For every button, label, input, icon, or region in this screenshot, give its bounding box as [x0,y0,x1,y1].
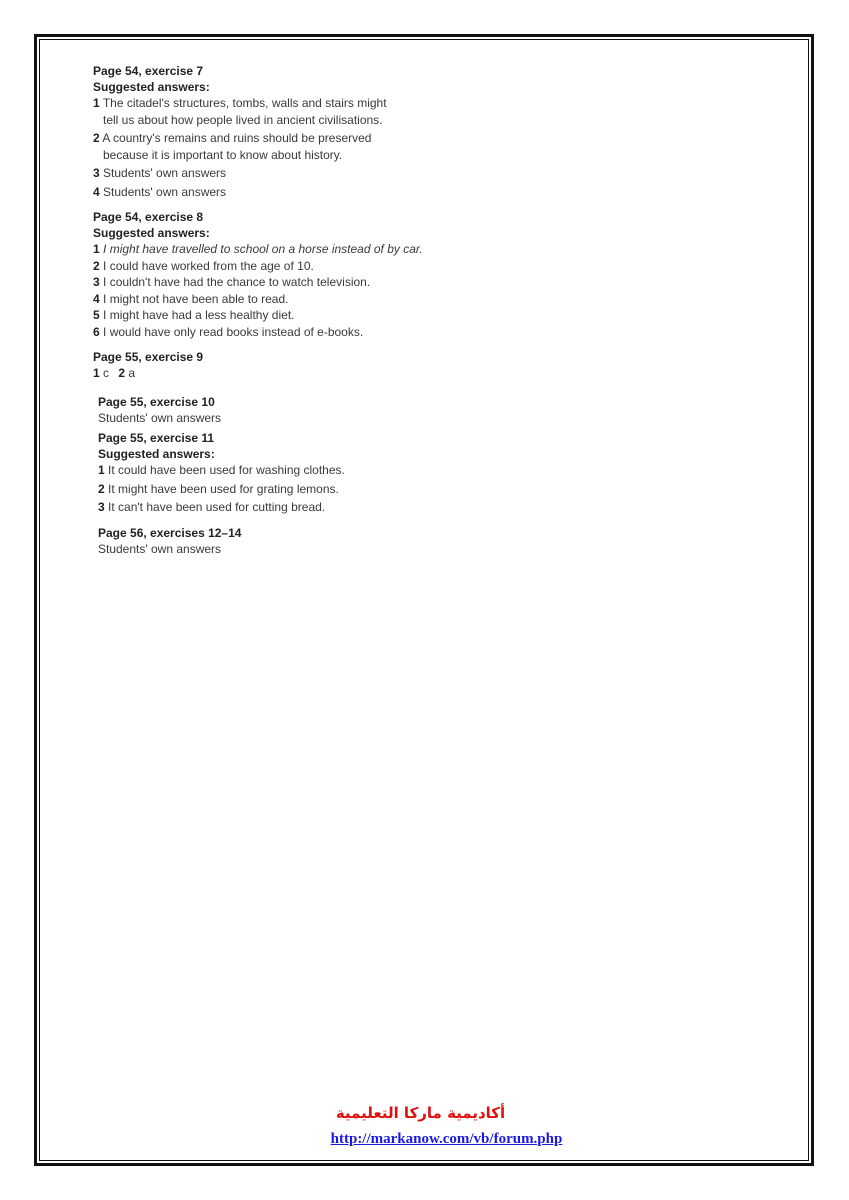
item-number: 3 [93,166,100,180]
item-text: The citadel's structures, tombs, walls and stairs might [102,96,387,110]
item-number: 4 [93,291,100,306]
section-page55-ex9 [93,349,493,381]
item-text-continued: because it is important to know about history. [103,147,343,162]
item-text: Students' own answers [103,184,227,199]
answer-number: 2 [118,366,126,380]
list-item [98,499,498,516]
section-heading: Page 54, exercise 8 [93,210,204,224]
item-number: 4 [93,184,100,199]
section-subheading: Suggested answers: [93,80,210,94]
item-number: 2 [93,131,100,145]
item-number: 2 [93,258,100,273]
footer-url-text[interactable]: http://markanow.com/vb/forum.php [330,1131,563,1147]
item-text: A country's remains and ruins should be preserved [102,131,372,145]
list-item [98,481,498,498]
section-page54-ex8 [93,209,493,340]
item-number: 5 [93,308,100,322]
section-page54-ex7 [93,63,493,200]
list-item [93,165,493,182]
section-subheading: Suggested answers: [93,226,210,240]
item-text: I would have only read books instead of e-books. [103,324,364,339]
section-text: Students' own answers [98,541,222,556]
section-page56-ex12-14 [98,525,498,557]
item-number: 1 [98,463,105,477]
section-page55-ex10 [98,394,498,426]
list-item [93,184,493,201]
list-item [93,324,493,341]
item-text: I might have had a less healthy diet. [103,308,295,322]
item-text-continued: tell us about how people lived in ancient civilisations. [103,112,383,127]
list-item [93,258,493,275]
item-text: It could have been used for washing clothes. [108,463,345,477]
answer-key-column-top [93,63,493,390]
item-number: 2 [98,481,105,496]
item-number: 1 [93,96,100,110]
list-item [93,291,493,308]
section-page55-ex11 [98,430,498,516]
footer-academy-name [0,1104,849,1122]
item-text: Students' own answers [103,166,227,180]
section-heading: Page 55, exercise 10 [98,395,215,409]
list-item [93,130,493,163]
list-item [93,307,493,324]
item-number: 6 [93,324,100,339]
item-number: 3 [93,275,100,289]
section-heading: Page 56, exercises 12–14 [98,525,242,540]
answer-letter: c [103,366,110,380]
item-text: I might not have been able to read. [103,291,289,306]
answer-number: 1 [93,366,100,380]
list-item [98,462,498,479]
item-text: It can't have been used for cutting bread. [108,500,326,514]
list-item [93,95,493,128]
item-text-example: I might have travelled to school on a horse instead of by car. [103,242,423,256]
section-heading: Page 54, exercise 7 [93,64,204,78]
item-text: I couldn't have had the chance to watch television. [103,275,371,289]
section-heading: Page 55, exercise 11 [98,431,215,445]
section-heading: Page 55, exercise 9 [93,350,204,364]
item-text: I could have worked from the age of 10. [103,258,314,273]
answer-letter: a [128,366,136,380]
list-item [93,274,493,291]
list-item [93,241,493,258]
footer-url-link[interactable] [0,1131,849,1148]
answer-key-column-bottom [98,394,498,566]
answer-line [93,365,493,381]
section-text: Students' own answers [98,411,222,425]
item-number: 3 [98,500,105,514]
item-text: It might have been used for grating lemons. [108,481,339,496]
academy-name-text: أكاديمية ماركا التعليمية [335,1104,506,1122]
item-number: 1 [93,242,100,256]
section-subheading: Suggested answers: [98,447,215,461]
